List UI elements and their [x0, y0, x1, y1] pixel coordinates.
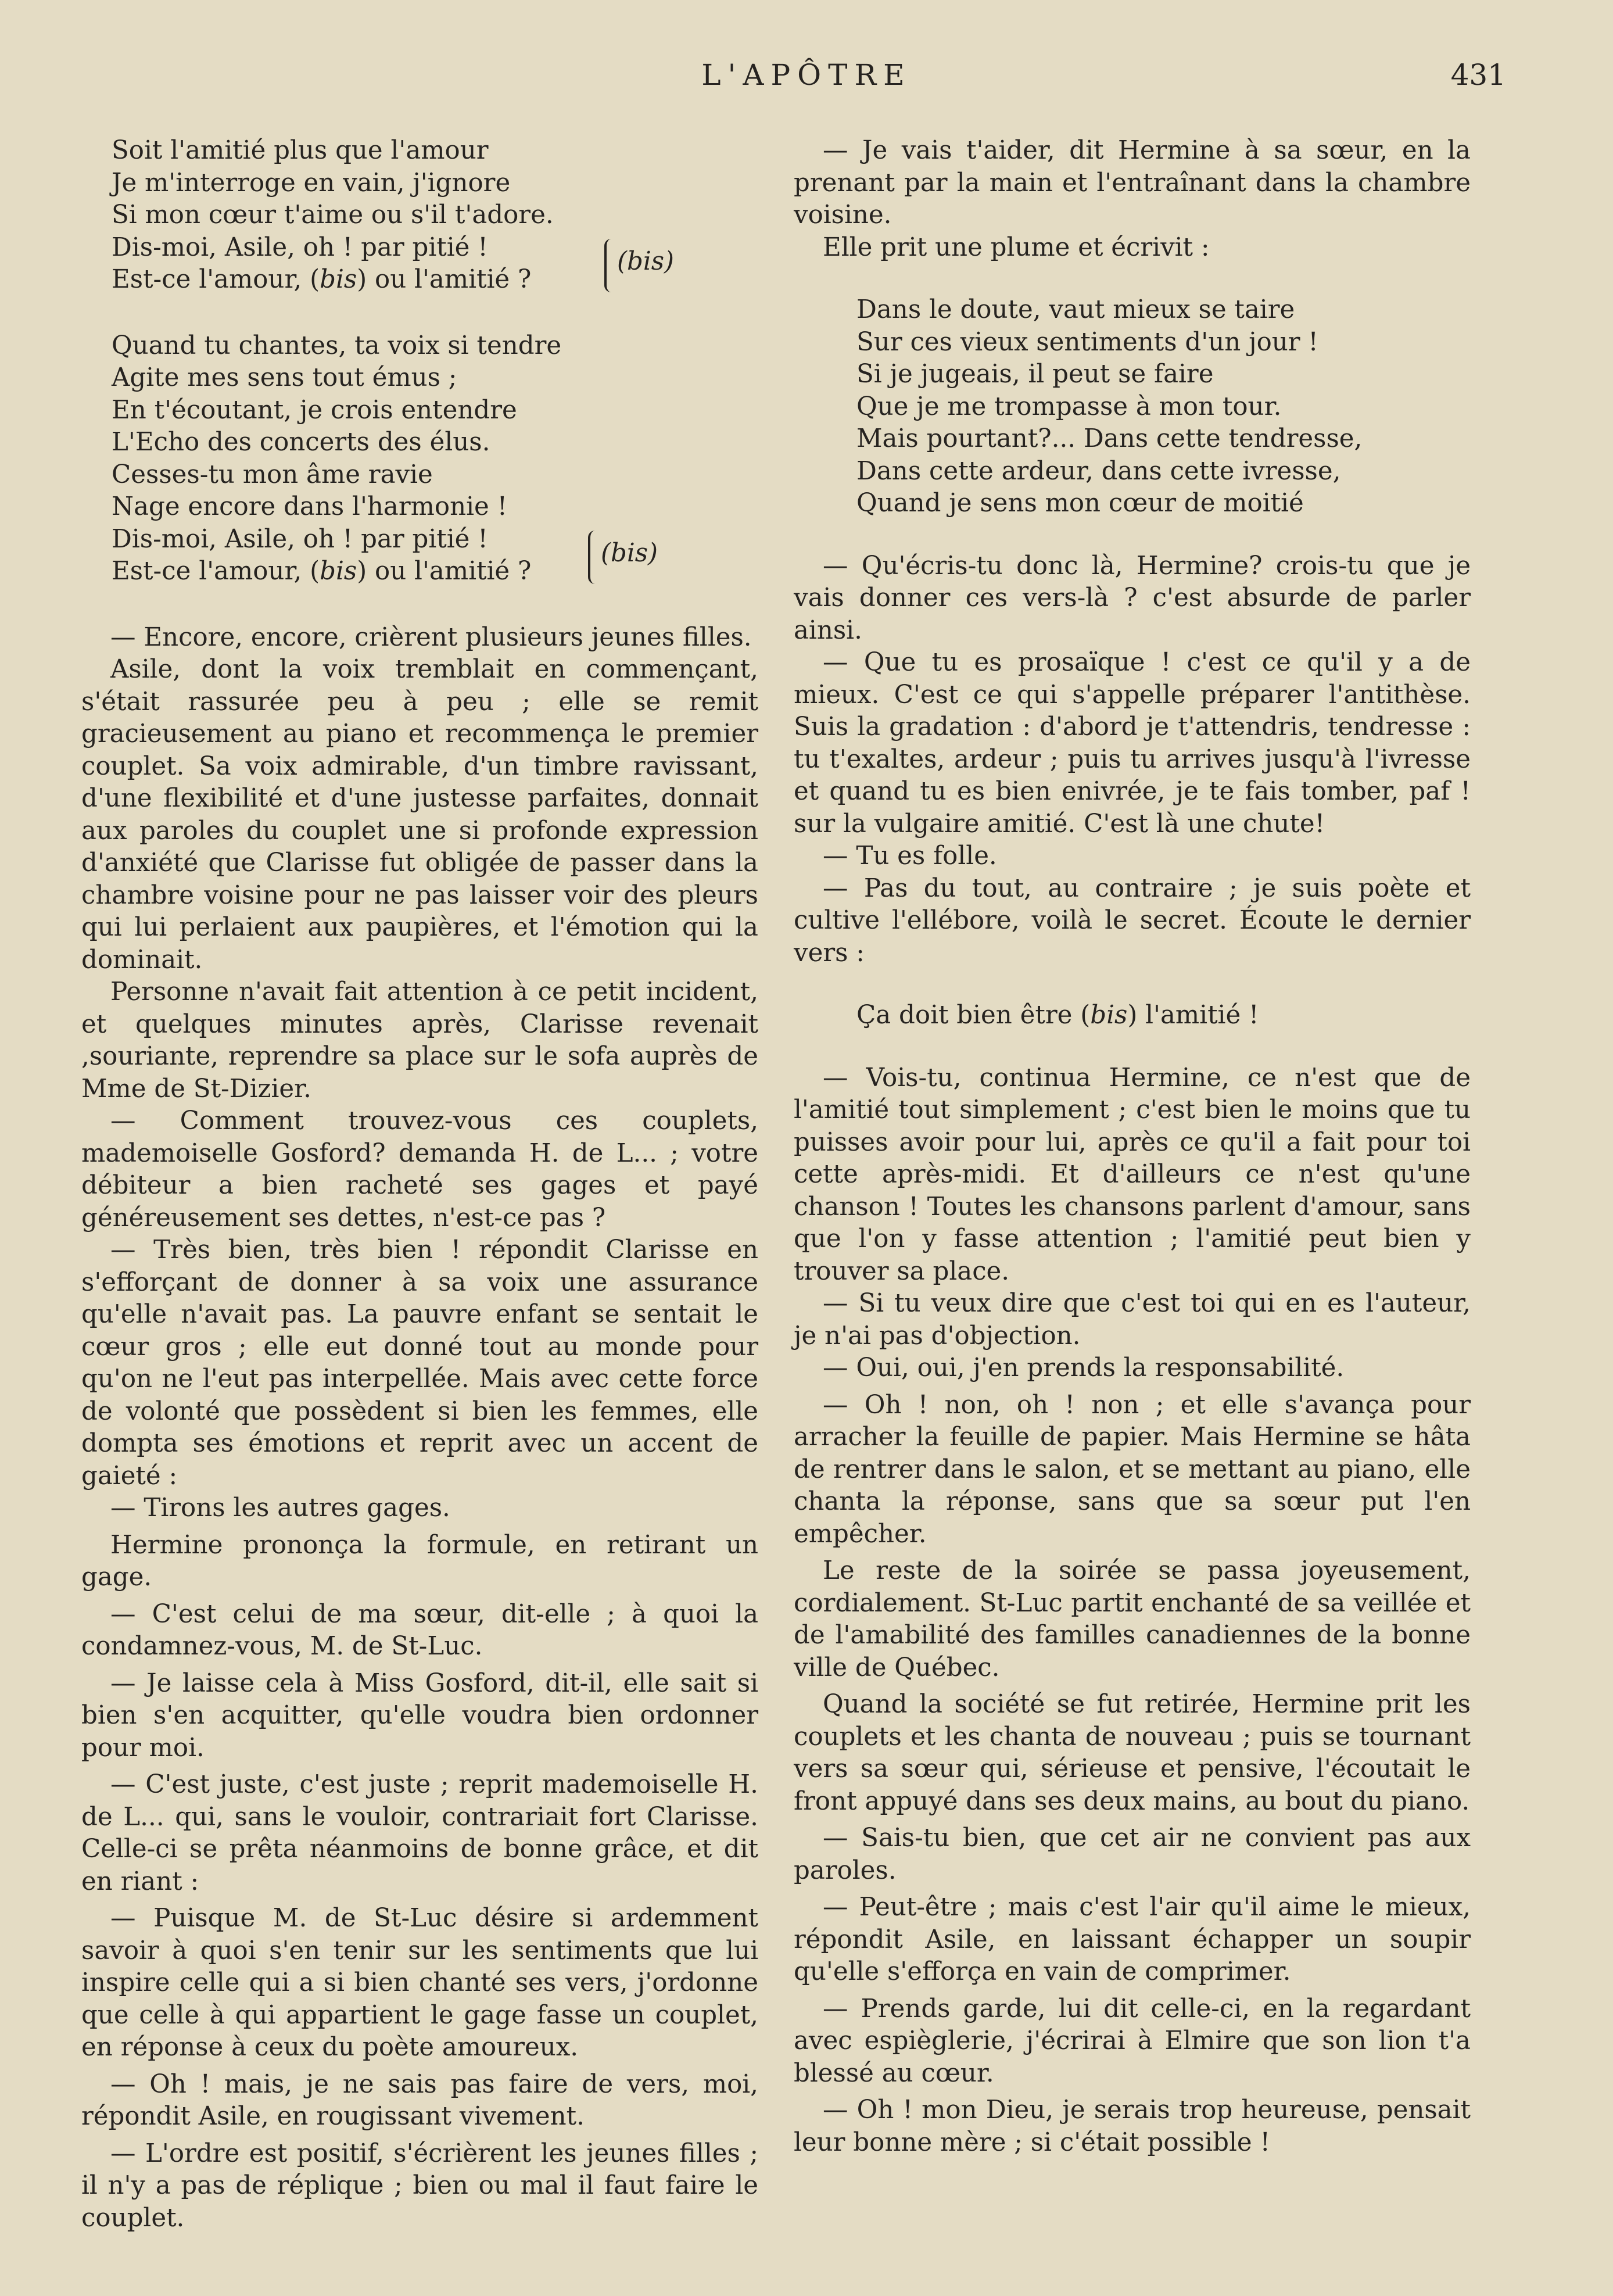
- verse-line: Mais pourtant?... Dans cette tendresse,: [856, 424, 1363, 453]
- paragraph: — Pas du tout, au contraire ; je suis poète et cultive l'ellébore, voilà le secret. Écoute le dernier vers :: [794, 873, 1471, 968]
- paragraph: — Oh ! mais, je ne sais pas faire de vers, moi, répondit Asile, en rougissant vivement.: [81, 2069, 758, 2131]
- paragraph: Le reste de la soirée se passa joyeusement, cordialement. St-Luc partit enchanté de sa veillée et de l'amabilité des familles canadiennes de la bonne ville de Québec.: [794, 1556, 1471, 1682]
- paragraph: Elle prit une plume et écrivit :: [823, 232, 1210, 262]
- paragraph: — C'est juste, c'est juste ; reprit mademoiselle H. de L... qui, sans le vouloir, contrariait fort Clarisse. Celle-ci se prêta néanmoins de bonne grâce, et dit en riant :: [81, 1770, 758, 1896]
- paragraph: — Comment trouvez-vous ces couplets, mademoiselle Gosford? demanda H. de L... ; votre débiteur a bien racheté ses gages et payé généreusement ses dettes, n'est-ce pas ?: [81, 1106, 758, 1233]
- verse-line: Dis-moi, Asile, oh ! par pitié !: [112, 524, 488, 554]
- poem-stanza-1: [112, 135, 758, 296]
- paragraph: — C'est celui de ma sœur, dit-elle ; à quoi la condamnez-vous, M. de St-Luc.: [81, 1599, 758, 1661]
- verse-line: Est-ce l'amour, (bis) ou l'amitié ?: [112, 265, 532, 294]
- verse-line: Agite mes sens tout émus ;: [112, 363, 457, 392]
- verse-line: Soit l'amitié plus que l'amour: [112, 136, 489, 165]
- poem-reply-stanza: [856, 294, 1471, 520]
- paragraph: Quand la société se fut retirée, Hermine prit les couplets et les chanta de nouveau ; puis se tournant vers sa sœur qui, sérieuse et pensive, l'écoutait le front appuyé dans ses deux mains, au bout du piano.: [794, 1690, 1471, 1816]
- paragraph: — Tirons les autres gages.: [110, 1493, 450, 1523]
- verse-text: ) l'amitié !: [1127, 1001, 1259, 1030]
- verse-line: Quand je sens mon cœur de moitié: [856, 489, 1304, 518]
- paragraph: — Vois-tu, continua Hermine, ce n'est que de l'amitié tout simplement ; c'est bien le moins que tu puisses avoir pour lui, après ce qu'il a fait pour toi cette après-midi. Et d'ailleurs ce n'est qu'une chanson ! Toutes les chansons parlent d'amour, sans que l'on y fasse attention ; l'amitié peut bien y trouver sa place.: [794, 1063, 1471, 1286]
- paragraph: — L'ordre est positif, s'écrièrent les jeunes filles ; il n'y a pas de réplique ; bien ou mal il faut faire le couplet.: [81, 2139, 758, 2233]
- refrain-group: [112, 524, 669, 588]
- bis-label: bis: [320, 265, 357, 294]
- paragraph: Hermine prononça la formule, en retirant un gage.: [81, 1530, 758, 1592]
- brace-icon: [588, 531, 601, 584]
- page-number: 431: [1450, 58, 1506, 92]
- paragraph: — Peut-être ; mais c'est l'air qu'il aime le mieux, répondit Asile, en laissant échapper un soupir qu'elle s'efforça en vain de comprimer.: [794, 1893, 1471, 1986]
- paragraph: — Puisque M. de St-Luc désire si ardemment savoir à quoi s'en tenir sur les sentiments que lui inspire celle qui a si bien chanté ses vers, j'ordonne que celle à qui appartient le gage fasse un couplet, en réponse à ceux du poète amoureux.: [81, 1904, 758, 2062]
- verse-line: Est-ce l'amour, (bis) ou l'amitié ?: [112, 557, 532, 586]
- bis-label: bis: [320, 557, 357, 586]
- right-column: [794, 135, 1471, 2159]
- paragraph: — Tu es folle.: [823, 841, 997, 871]
- page-header: [0, 53, 1613, 100]
- paragraph: — Je vais t'aider, dit Hermine à sa sœur, en la prenant par la main et l'entraînant dans la chambre voisine.: [794, 136, 1471, 230]
- brace-icon: [604, 239, 617, 292]
- running-title: L'APÔTRE: [701, 58, 912, 92]
- verse-line: Si mon cœur t'aime ou s'il t'adore.: [112, 200, 554, 230]
- last-verse-line: [856, 1000, 1471, 1032]
- left-column: [81, 135, 758, 2234]
- bis-label: bis: [1090, 1001, 1128, 1030]
- paragraph: Asile, dont la voix tremblait en commençant, s'était rassurée peu à peu ; elle se remit gracieusement au piano et recommença le premier couplet. Sa voix admirable, d'un timbre ravissant, d'une flexibilité et d'une justesse parfaites, donnait aux paroles du couplet une si profonde expression d'anxiété que Clarisse fut obligée de passer dans la chambre voisine pour ne pas laisser voir des pleurs qui lui perlaient aux paupières, et l'émotion qui la dominait.: [81, 655, 758, 975]
- paragraph: — Sais-tu bien, que cet air ne convient pas aux paroles.: [794, 1824, 1471, 1885]
- paragraph: — Oh ! mon Dieu, je serais trop heureuse, pensait leur bonne mère ; si c'était possible !: [794, 2096, 1471, 2157]
- verse-line: Dans le doute, vaut mieux se taire: [856, 295, 1295, 324]
- verse-line: Dans cette ardeur, dans cette ivresse,: [856, 456, 1341, 486]
- verse-line: Quand tu chantes, ta voix si tendre: [112, 331, 562, 360]
- verse-line: Nage encore dans l'harmonie !: [112, 492, 508, 521]
- paragraph: — Très bien, très bien ! répondit Clarisse en s'efforçant de donner à sa voix une assurance qu'elle n'avait pas. La pauvre enfant se sentait le cœur gros ; elle eut donné tout au monde pour qu'on ne l'eut pas interpellée. Mais avec cette force de volonté que possèdent si bien les femmes, elle dompta ses émotions et reprit avec un accent de gaieté :: [81, 1235, 758, 1491]
- refrain-group: [112, 232, 675, 296]
- verse-line: Si je jugeais, il peut se faire: [856, 360, 1214, 389]
- paragraph: — Encore, encore, crièrent plusieurs jeunes filles.: [110, 622, 752, 652]
- verse-line: Je m'interroge en vain, j'ignore: [112, 168, 511, 198]
- verse-line: L'Echo des concerts des élus.: [112, 428, 490, 457]
- paragraph: — Qu'écris-tu donc là, Hermine? crois-tu que je vais donner ces vers-là ? c'est absurde de parler ainsi.: [794, 551, 1471, 645]
- verse-line: Que je me trompasse à mon tour.: [856, 392, 1282, 421]
- paragraph: — Prends garde, lui dit celle-ci, en la regardant avec espièglerie, j'écrirai à Elmire que son lion t'a blessé au cœur.: [794, 1994, 1471, 2088]
- verse-line: En t'écoutant, je crois entendre: [112, 395, 517, 425]
- verse-line: Dis-moi, Asile, oh ! par pitié !: [112, 232, 488, 262]
- paragraph: — Je laisse cela à Miss Gosford, dit-il, elle sait si bien s'en acquitter, qu'elle voudra bien ordonner pour moi.: [81, 1668, 758, 1763]
- paragraph: Personne n'avait fait attention à ce petit incident, et quelques minutes après, Clarisse revenait ,souriante, reprendre sa place sur le sofa auprès de Mme de St-Dizier.: [81, 977, 758, 1104]
- paragraph: — Oui, oui, j'en prends la responsabilité.: [823, 1353, 1345, 1382]
- paragraph: — Oh ! non, oh ! non ; et elle s'avança pour arracher la feuille de papier. Mais Hermine se hâta de rentrer dans le salon, et se mettant au piano, elle chanta la réponse, sans que sa sœur put l'en empêcher.: [794, 1390, 1471, 1549]
- bis-label: (bis): [617, 246, 675, 276]
- paragraph: — Si tu veux dire que c'est toi qui en es l'auteur, je n'ai pas d'objection.: [794, 1289, 1471, 1351]
- poem-stanza-2: [112, 330, 758, 588]
- bis-label: (bis): [601, 538, 658, 568]
- verse-line: Cesses-tu mon âme ravie: [112, 460, 433, 489]
- verse-text: Ça doit bien être (: [856, 1001, 1091, 1030]
- verse-line: Sur ces vieux sentiments d'un jour !: [856, 327, 1318, 357]
- paragraph: — Que tu es prosaïque ! c'est ce qu'il y a de mieux. C'est ce qui s'appelle préparer l'antithèse. Suis la gradation : d'abord je t'attendris, tendresse : tu t'exaltes, ardeur ; puis tu arrives jusqu'à l'ivresse et quand tu es bien enivrée, je te fais tomber, paf ! sur la vulgaire amitié. C'est là une chute!: [794, 648, 1471, 839]
